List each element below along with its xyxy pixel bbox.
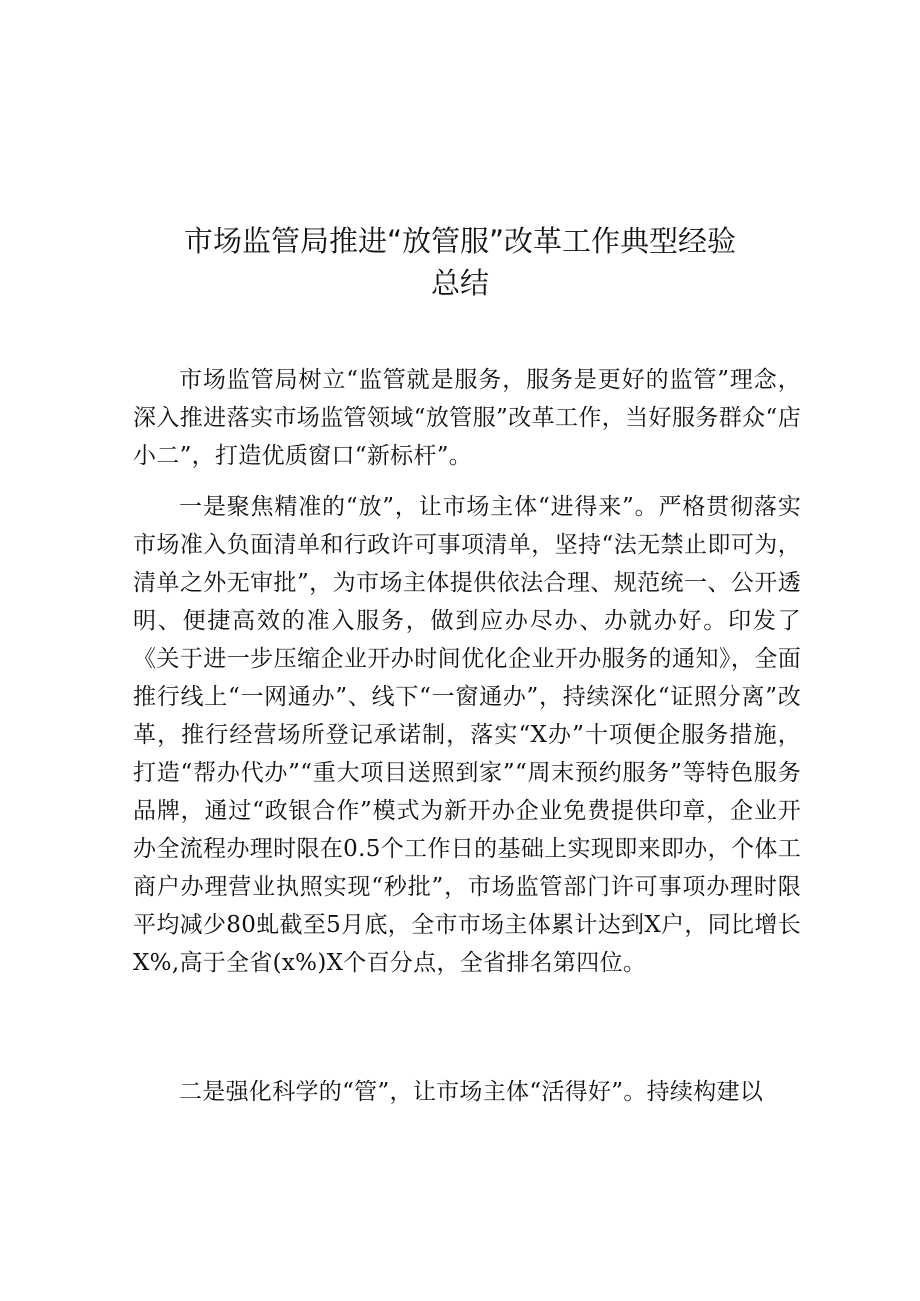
- paragraph-intro: 市场监管局树立“监管就是服务，服务是更好的监管”理念，深入推进落实市场监管领域“放管服”改革工作，当好服务群众“店小二”，打造优质窗口“新标杆”。: [133, 367, 801, 469]
- paragraph-guan: 二是强化科学的“管”，让市场主体“活得好”。持续构建以: [179, 1079, 764, 1105]
- document-title: [120, 220, 800, 304]
- paragraph-fang: 一是聚焦精准的“放”，让市场主体“进得来”。严格贯彻落实市场准入负面清单和行政许可事项清单，坚持“法无禁止即可为，清单之外无审批”，为市场主体提供依法合理、规范统一、公开透明、便捷高效的准入服务，做到应办尽办、办就办好。印发了《关于进一步压缩企业开办时间优化企业开办服务的通知》，全面推行线上“一网通办”、线下“一窗通办”，持续深化“证照分离”改革，推行经营场所登记承诺制，落实“X办”十项便企服务措施，打造“帮办代办”“重大项目送照到家”“周末预约服务”等特色服务品牌，通过“政银合作”模式为新开办企业免费提供印章，企业开办全流程办理时限在0.5个工作日的基础上实现即来即办，个体工商户办理营业执照实现“秒批”，市场监管部门许可事项办理时限平均减少80虬截至5月底，全市市场主体累计达到X户，同比增长X%,高于全省(x%)X个百分点，全省排名第四位。: [133, 494, 801, 976]
- title-line-2: 总结: [430, 266, 489, 300]
- title-line-1: 市场监管局推进“放管服”改革工作典型经验: [183, 224, 737, 258]
